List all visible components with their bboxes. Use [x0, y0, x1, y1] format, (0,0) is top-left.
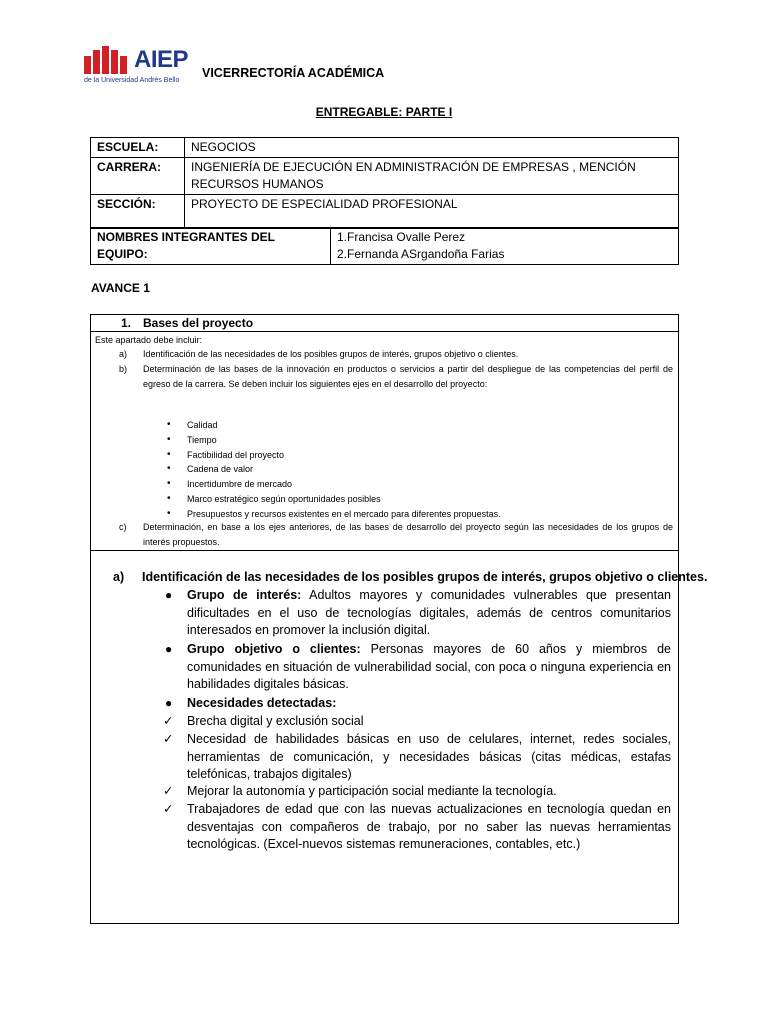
item-text: Determinación de las bases de la innovación en productos o servicios a partir del despliegue de las competencias del perfil de egreso de la carrera. Se deben incluir los siguientes ejes en el desarrollo del proyecto:: [143, 364, 673, 389]
item-letter: a): [119, 349, 128, 359]
list-item: ● Grupo objetivo o clientes: Personas mayores de 60 años y miembros de comunidades en situación de vulnerabilidad social, con poca o ninguna experiencia en habilidades digitales básicas.: [165, 642, 671, 691]
axes-list: [91, 418, 501, 522]
bullet-icon: •: [167, 507, 171, 519]
item-text: Identificación de las necesidades de los posibles grupos de interés, grupos objetivo o clientes.: [143, 349, 519, 359]
response-letter: a): [113, 570, 125, 584]
table-row: [91, 138, 679, 158]
member-name: 2.Fernanda ASrgandoña Farias: [337, 247, 505, 261]
list-item: • Marco estratégico según oportunidades posibles: [91, 492, 501, 507]
response-heading-text: Identificación de las necesidades de los posibles grupos de interés, grupos objetivo o clientes.: [142, 570, 708, 584]
list-item: • Cadena de valor: [91, 462, 501, 477]
team-members: [331, 228, 679, 265]
carrera-value: INGENIERÍA DE EJECUCIÓN EN ADMINISTRACIÓN DE EMPRESAS , MENCIÓN RECURSOS HUMANOS: [185, 158, 679, 195]
carrera-label: CARRERA:: [91, 158, 185, 195]
checkmark-icon: ✓: [163, 802, 174, 816]
list-item: ● Grupo de interés: Adultos mayores y comunidades vulnerables que presentan dificultades en el uso de tecnologías digitales, además de centros comunitarios interesados en promover la inclusión digital.: [165, 588, 671, 637]
item-letter: b): [119, 364, 128, 374]
bullet-icon: ●: [165, 642, 173, 656]
logo-text: AIEP: [134, 46, 189, 73]
bullet-icon: •: [167, 492, 171, 504]
checkmark-icon: ✓: [163, 714, 174, 728]
team-table: [90, 227, 679, 265]
bullet-icon: •: [167, 419, 171, 430]
list-item: ● Necesidades detectadas:: [187, 695, 671, 713]
bullet-icon: ●: [165, 588, 173, 602]
checkmark-icon: ✓: [163, 732, 174, 746]
list-item: • Incertidumbre de mercado: [91, 477, 501, 492]
info-table: [90, 137, 679, 229]
instructions: [91, 332, 678, 551]
project-bases-box: [90, 314, 708, 924]
logo-subtitle: de la Universidad Andrés Bello: [84, 77, 180, 84]
list-item: ✓ Trabajadores de edad que con las nuevas actualizaciones en tecnología quedan en desventajas con compañeros de trabajo, por no saber las nuevas herramientas tecnológicas. (Excel-nuevos sistemas remuneraciones, contables, etc.): [163, 802, 671, 851]
bullet-icon: •: [167, 433, 171, 445]
list-item: • Presupuestos y recursos existentes en el mercado para diferentes propuestas.: [91, 507, 501, 522]
aiep-logo: [84, 44, 190, 90]
list-item: • Tiempo: [91, 433, 501, 448]
item-text: Determinación, en base a los ejes anteriores, de las bases de desarrollo del proyecto según las necesidades de los grupos de interés propuestos.: [143, 522, 673, 547]
list-item: ✓ Mejorar la autonomía y participación social mediante la tecnología.: [187, 783, 671, 801]
vicerrectoria-title: VICERRECTORÍA ACADÉMICA: [202, 66, 385, 80]
table-row: [91, 195, 679, 229]
seccion-label: SECCIÓN:: [91, 195, 185, 229]
member-name: 1.Francisa Ovalle Perez: [337, 230, 466, 244]
bullet-icon: •: [167, 463, 171, 475]
logo-bars-icon: [84, 46, 132, 74]
table-row: [91, 158, 679, 195]
section-title: Bases del proyecto: [143, 316, 254, 330]
checkmark-icon: ✓: [163, 784, 174, 798]
bullet-icon: •: [167, 448, 171, 460]
bullet-icon: •: [167, 478, 171, 490]
list-item: ✓ Brecha digital y exclusión social: [187, 713, 671, 731]
avance-heading: AVANCE 1: [91, 281, 150, 295]
item-letter: c): [119, 522, 127, 532]
list-item: • Factibilidad del proyecto: [91, 448, 501, 463]
table-row: [91, 228, 679, 265]
section-header: [91, 315, 678, 332]
entregable-title: ENTREGABLE: PARTE I: [315, 105, 453, 119]
seccion-value: PROYECTO DE ESPECIALIDAD PROFESIONAL: [185, 195, 679, 229]
list-item: • Calidad: [91, 418, 501, 433]
instructions-intro: Este apartado debe incluir:: [95, 335, 203, 345]
list-item: ✓ Necesidad de habilidades básicas en uso de celulares, internet, redes sociales, herramientas de comunicación, y necesidades básicas (citas médicas, estafas telefónicas, trabajos digitales): [163, 732, 671, 781]
team-label: NOMBRES INTEGRANTES DEL EQUIPO:: [91, 228, 331, 265]
section-number: 1.: [121, 316, 132, 330]
escuela-value: NEGOCIOS: [185, 138, 679, 158]
bullet-icon: ●: [165, 696, 173, 710]
escuela-label: ESCUELA:: [91, 138, 185, 158]
